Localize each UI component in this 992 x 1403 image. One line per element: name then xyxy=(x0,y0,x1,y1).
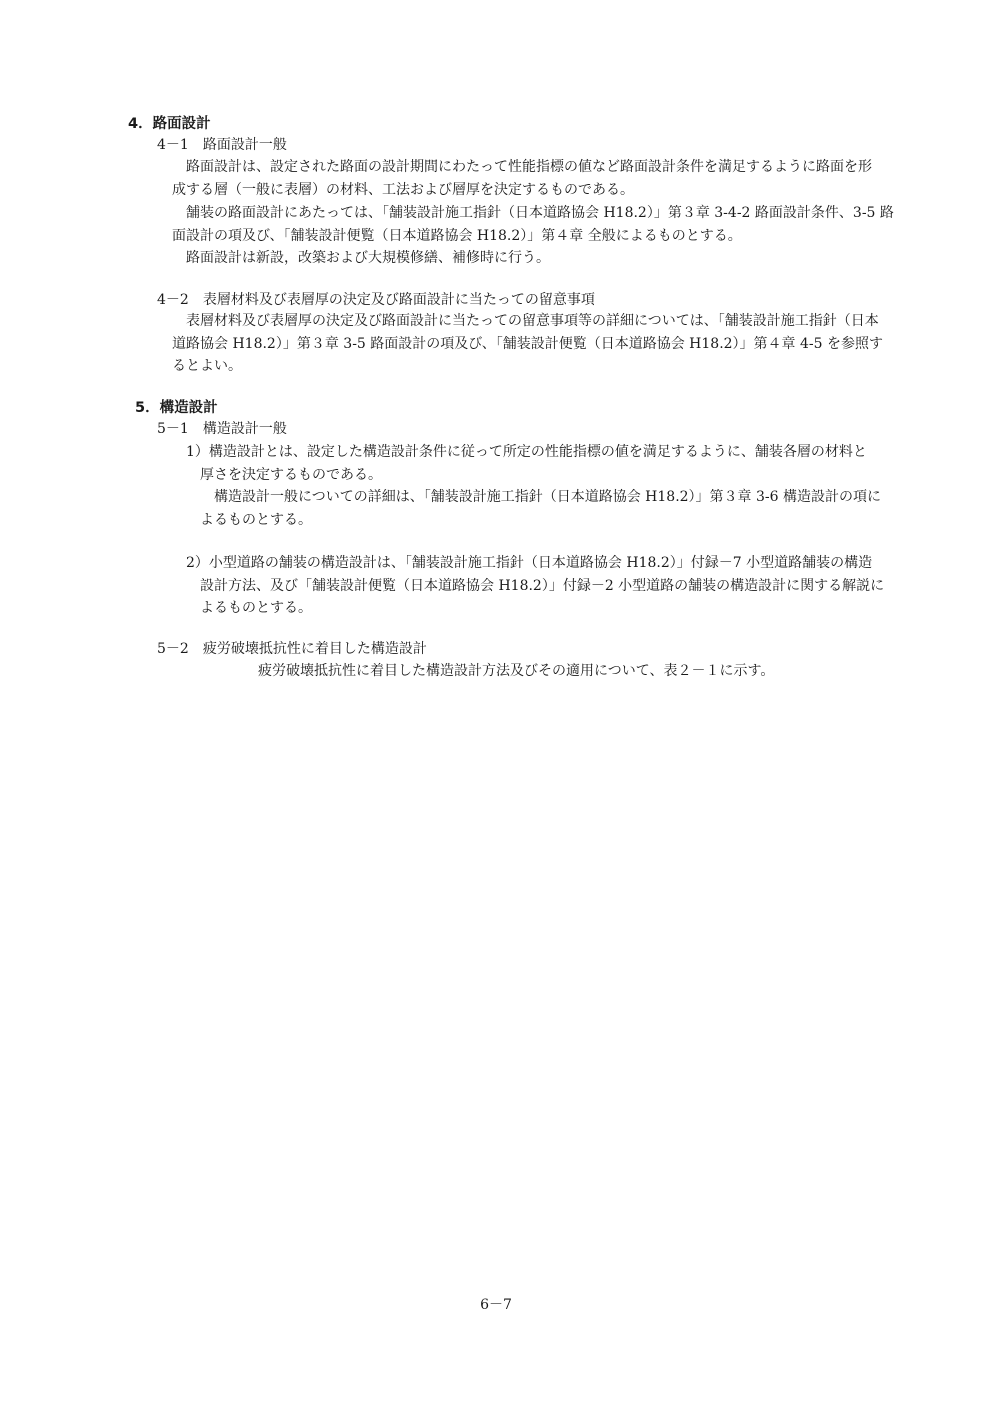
section-4-heading: 4．路面設計 xyxy=(128,116,211,132)
paragraph-line: 道路協会 H18.2）」第３章 3-5 路面設計の項及び、「舗装設計便覧（日本道路協会 H18.2）」第４章 4-5 を参照す xyxy=(172,336,883,352)
list-item-line: 構造設計一般についての詳細は、「舗装設計施工指針（日本道路協会 H18.2）」第３章 3-6 構造設計の項に xyxy=(214,489,881,505)
paragraph-line: 成する層（一般に表層）の材料、工法および層厚を決定するものである。 xyxy=(172,182,634,198)
section-5-heading: 5．構造設計 xyxy=(135,400,218,416)
paragraph-line: 路面設計は、設定された路面の設計期間にわたって性能指標の値など路面設計条件を満足するように路面を形 xyxy=(186,159,872,175)
paragraph-line: るとよい。 xyxy=(172,358,242,374)
section-5-2-heading: 5－2 疲労破壊抵抗性に着目した構造設計 xyxy=(157,641,427,657)
paragraph-line: 疲労破壊抵抗性に着目した構造設計方法及びその適用について、表２－１に示す。 xyxy=(258,663,775,679)
paragraph-line: 表層材料及び表層厚の決定及び路面設計に当たっての留意事項等の詳細については、「舗装設計施工指針（日本 xyxy=(186,313,879,329)
paragraph-line: 舗装の路面設計にあたっては、「舗装設計施工指針（日本道路協会 H18.2）」第３章 3-4-2 路面設計条件、3-5 路 xyxy=(186,205,894,221)
list-item-line: 設計方法、及び「舗装設計便覧（日本道路協会 H18.2）」付録－2 小型道路の舗装の構造設計に関する解説に xyxy=(200,578,885,594)
list-item-line: 2）小型道路の舗装の構造設計は、「舗装設計施工指針（日本道路協会 H18.2）」付録－7 小型道路舗装の構造 xyxy=(186,555,873,571)
list-item-line: よるものとする。 xyxy=(200,512,312,528)
section-4-1-heading: 4－1 路面設計一般 xyxy=(157,137,287,153)
section-5-1-heading: 5－1 構造設計一般 xyxy=(157,421,287,437)
list-item-line: 厚さを決定するものである。 xyxy=(200,467,382,483)
paragraph-line: 路面設計は新設，改築および大規模修繕、補修時に行う。 xyxy=(186,250,550,266)
section-4-2-heading: 4－2 表層材料及び表層厚の決定及び路面設計に当たっての留意事項 xyxy=(157,292,595,308)
list-item-line: 1）構造設計とは、設定した構造設計条件に従って所定の性能指標の値を満足するように、舗装各層の材料と xyxy=(186,444,867,460)
paragraph-line: 面設計の項及び、「舗装設計便覧（日本道路協会 H18.2）」第４章 全般によるものとする。 xyxy=(172,228,742,244)
list-item-line: よるものとする。 xyxy=(200,600,312,616)
page-number: 6－7 xyxy=(480,1297,512,1313)
